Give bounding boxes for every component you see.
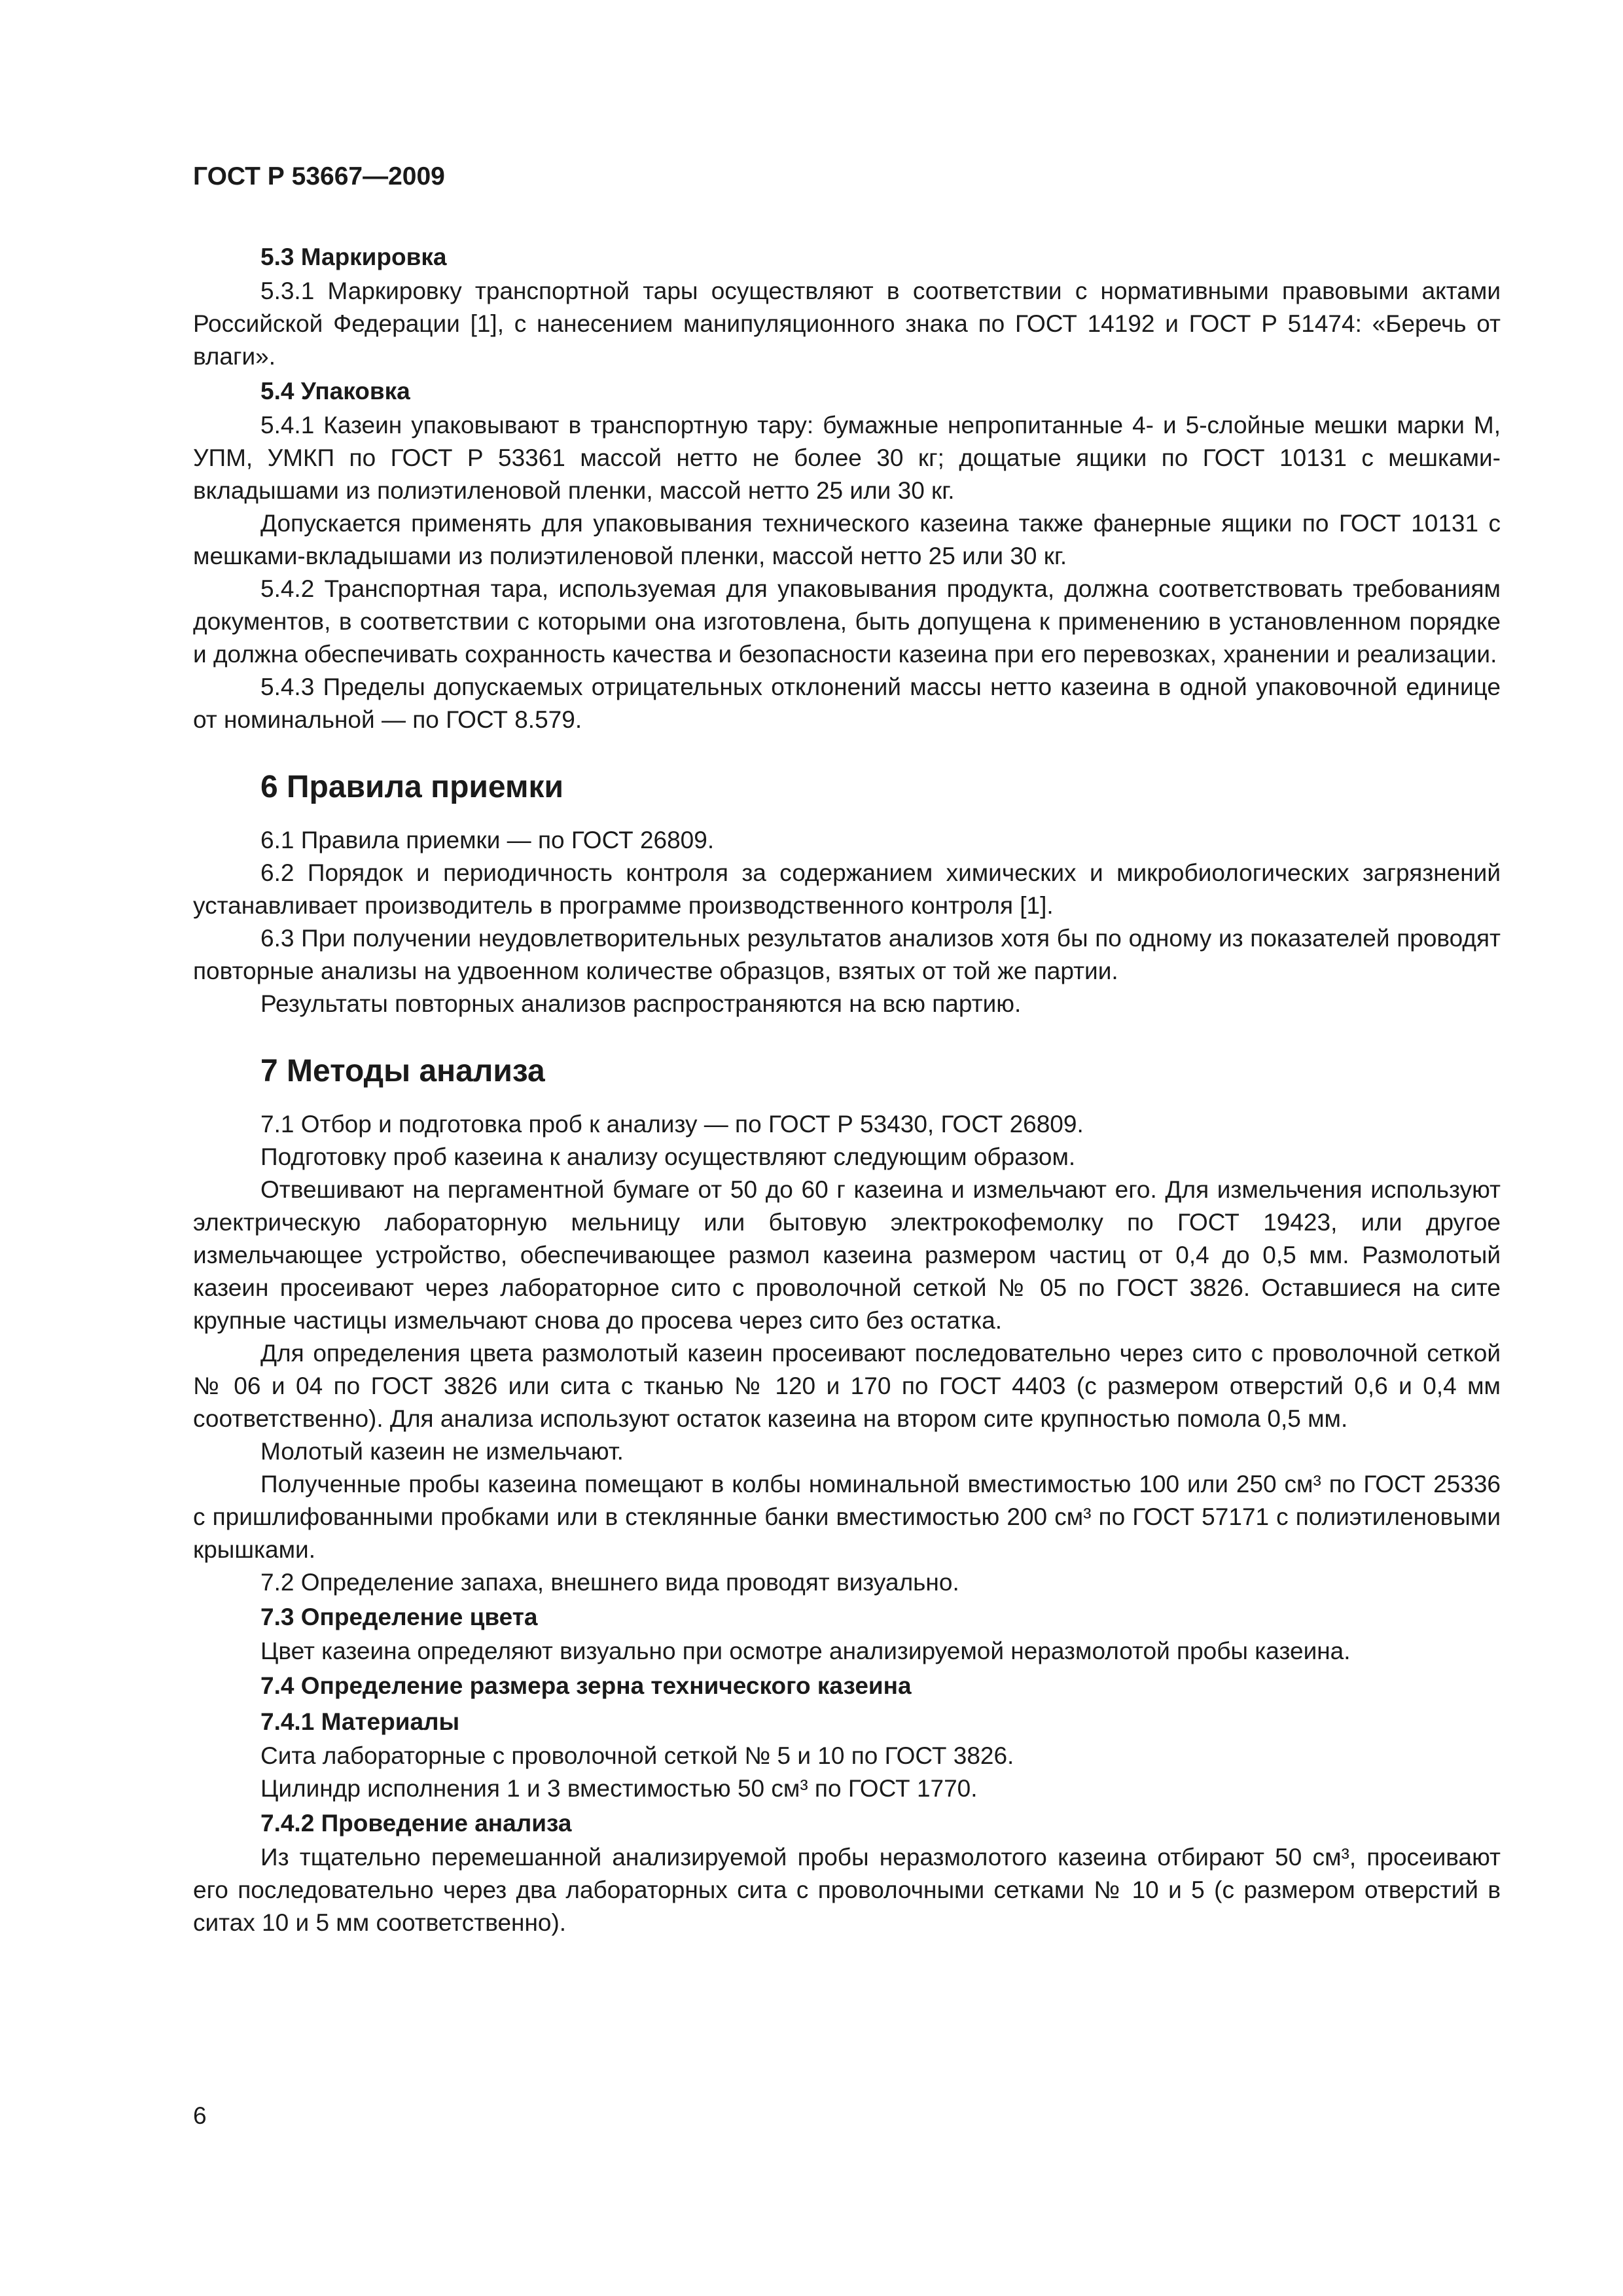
document-body [193, 239, 1501, 1939]
para-5-4-2: 5.4.2 Транспортная тара, используемая для упаковывания продукта, должна соответствовать требованиям документов, в соответствии с которыми она изготовлена, быть допущена к применению в установленном порядке и должна обеспечивать сохранность качества и безопасности казеина при его перевозках, хранении и реализации. [193, 575, 1501, 668]
para-6-2: 6.2 Порядок и периодичность контроля за содержанием химических и микробиологических загрязнений устанавливает производитель в программе производственного контроля [1]. [193, 859, 1501, 919]
section-6-title: 6 Правила приемки [260, 770, 564, 804]
heading-7-4-2: 7.4.2 Проведение анализа [260, 1810, 572, 1837]
para-7-1-b: Подготовку проб казеина к анализу осуществляют следующим образом. [260, 1143, 1076, 1170]
para-7-4-2: Из тщательно перемешанной анализируемой пробы неразмолотого казеина отбирают 50 см³, просеивают его последовательно через два лабораторных сита с проволочными сетками № 10 и 5 (с размером отверстий в ситах 10 и 5 мм соответственно). [193, 1844, 1501, 1936]
heading-5-3: 5.3 Маркировка [260, 243, 447, 270]
para-5-4-1: 5.4.1 Казеин упаковывают в транспортную тару: бумажные непропитанные 4- и 5-слойные мешки марки М, УПМ, УМКП по ГОСТ Р 53361 массой нетто не более 30 кг; дощатые ящики по ГОСТ 10131 с мешками-вкладышами из полиэтиленовой пленки, массой нетто 25 или 30 кг. [193, 412, 1501, 504]
para-7-1-c: Отвешивают на пергаментной бумаге от 50 до 60 г казеина и измельчают его. Для измельчения используют электрическую лабораторную мельницу или бытовую электрокофемолку по ГОСТ 19423, или другое измельчающее устройство, обеспечивающее размол казеина размером частиц от 0,4 до 0,5 мм. Размолотый казеин просеивают через лабораторное сито с проволочной сеткой № 05 по ГОСТ 3826. Оставшиеся на сите крупные частицы измельчают снова до просева через сито без остатка. [193, 1176, 1501, 1334]
heading-5-4: 5.4 Упаковка [260, 378, 410, 404]
page-number: 6 [193, 2102, 207, 2129]
para-6-3: 6.3 При получении неудовлетворительных результатов анализов хотя бы по одному из показателей проводят повторные анализы на удвоенном количестве образцов, взятых от той же партии. [193, 925, 1501, 984]
section-7-title: 7 Методы анализа [260, 1054, 545, 1088]
para-7-1-f: Полученные пробы казеина помещают в колбы номинальной вместимостью 100 или 250 см³ по ГОСТ 25336 с пришлифованными пробками или в стеклянные банки вместимостью 200 см³ по ГОСТ 57171 с полиэтиленовыми крышками. [193, 1471, 1501, 1563]
para-6-1: 6.1 Правила приемки — по ГОСТ 26809. [260, 827, 715, 853]
heading-7-4: 7.4 Определение размера зерна технического казеина [260, 1672, 912, 1699]
para-5-4-3: 5.4.3 Пределы допускаемых отрицательных отклонений массы нетто казеина в одной упаковочной единице от номинальной — по ГОСТ 8.579. [193, 673, 1501, 733]
heading-7-4-1: 7.4.1 Материалы [260, 1708, 460, 1735]
para-7-2: 7.2 Определение запаха, внешнего вида проводят визуально. [260, 1569, 959, 1596]
para-6-3-b: Результаты повторных анализов распространяются на всю партию. [260, 990, 1022, 1017]
para-7-1-d: Для определения цвета размолотый казеин просеивают последовательно через сито с проволочной сеткой № 06 и 04 по ГОСТ 3826 или сита с тканью № 120 и 170 по ГОСТ 4403 (с размером отверстий 0,6 и 0,4 мм соответственно). Для анализа используют остаток казеина на втором сите крупностью помола 0,5 мм. [193, 1340, 1501, 1432]
para-7-4-1-b: Цилиндр исполнения 1 и 3 вместимостью 50 см³ по ГОСТ 1770. [260, 1775, 978, 1802]
heading-7-3: 7.3 Определение цвета [260, 1604, 538, 1630]
para-5-3-1: 5.3.1 Маркировку транспортной тары осуществляют в соответствии с нормативными правовыми актами Российской Федерации [1], с нанесением манипуляционного знака по ГОСТ 14192 и ГОСТ Р 51474: «Беречь от влаги». [193, 278, 1501, 370]
document-header: ГОСТ Р 53667—2009 [193, 162, 445, 190]
para-7-1: 7.1 Отбор и подготовка проб к анализу — по ГОСТ Р 53430, ГОСТ 26809. [260, 1111, 1084, 1138]
para-7-1-e: Молотый казеин не измельчают. [260, 1438, 624, 1465]
para-5-4-1-b: Допускается применять для упаковывания технического казеина также фанерные ящики по ГОСТ 10131 с мешками-вкладышами из полиэтиленовой пленки, массой нетто 25 или 30 кг. [193, 510, 1501, 569]
para-7-4-1-a: Сита лабораторные с проволочной сеткой № 5 и 10 по ГОСТ 3826. [260, 1742, 1014, 1769]
para-7-3: Цвет казеина определяют визуально при осмотре анализируемой неразмолотой пробы казеина. [260, 1638, 1351, 1664]
